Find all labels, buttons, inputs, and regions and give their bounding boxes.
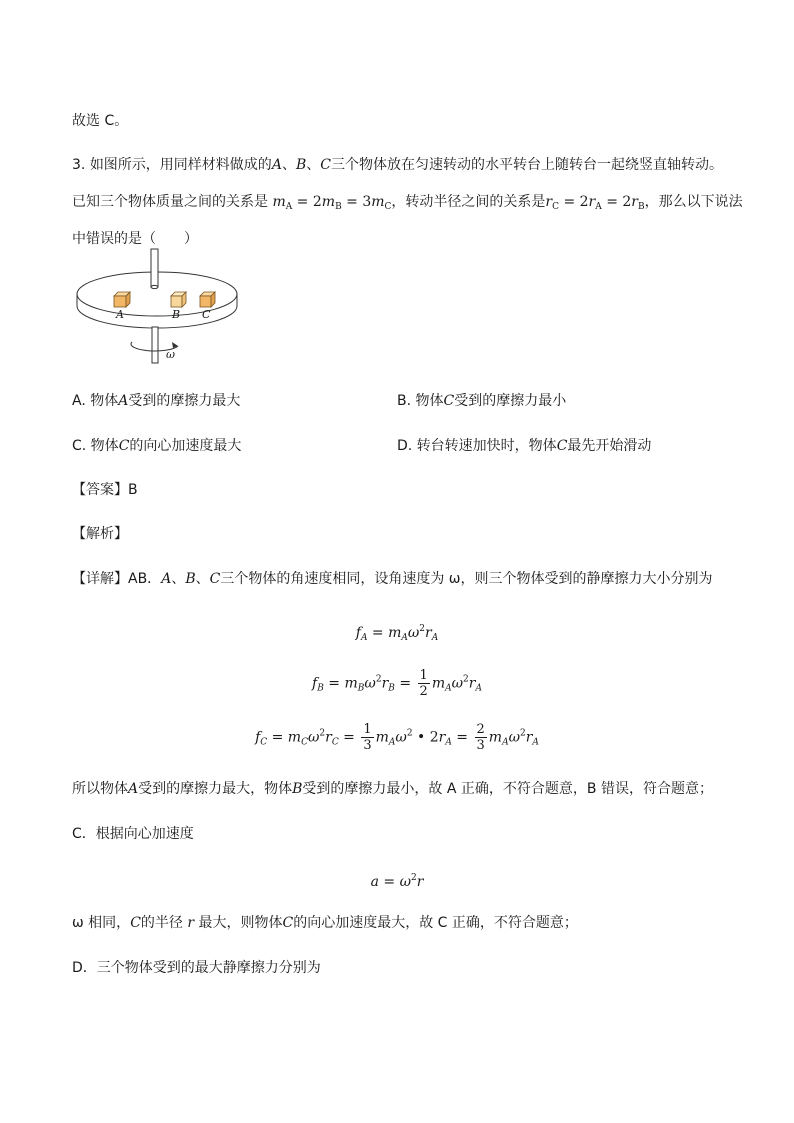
var-c: C — [320, 157, 331, 173]
question-text-1a: 如图所示，用同样材料做成的 — [89, 157, 272, 173]
formula-a: $a = \omega^2r$ — [370, 873, 424, 890]
conclusion-line — [72, 779, 713, 799]
turntable-figure — [74, 246, 244, 371]
figure-label-c: C — [202, 308, 211, 321]
analysis-label: 【解析】 — [72, 526, 128, 542]
c-result-line — [72, 913, 578, 933]
c-result-text-d: 的向心加速度最大，故 C 正确，不符合题意； — [293, 915, 578, 931]
detail-ab-prefix: AB． — [128, 571, 162, 587]
d-intro-text: D．三个物体受到的最大静摩擦力分别为 — [72, 960, 321, 976]
formula-fc: $f_C = m_C\omega^2r_C$ = $\frac{1}{3}$ $m_A\omega^2$ • $2r_A$ = $\frac{2}{3}$ $m_A\omega^2r_A$ — [255, 722, 539, 753]
detail-label: 【详解】 — [72, 571, 128, 587]
option-c-prefix: C. 物体 — [72, 438, 119, 454]
answer-line — [72, 480, 138, 500]
turntable-shaft-lower — [152, 327, 158, 363]
block-c — [200, 292, 215, 307]
c-result-text-a: ω 相同， — [72, 915, 131, 931]
conclusion-var-b: B — [292, 781, 303, 797]
question-text-1b: 三个物体放在匀速转动的水平转台上随转台一起绕竖直轴转动。 — [330, 157, 723, 173]
c-intro-text: C．根据向心加速度 — [72, 826, 194, 842]
c-result-text-b: 的半径 — [140, 915, 183, 931]
question-text-2b: ，转动半径之间的关系是 — [391, 194, 546, 210]
d-intro-line — [72, 958, 321, 978]
question-line-1: 3. 如图所示，用同样材料做成的A、B、C三个物体放在匀速转动的水平转台上随转台一起绕竖直轴转动。 — [72, 157, 723, 173]
figure-label-omega: ω — [166, 348, 175, 361]
option-a — [72, 391, 240, 411]
c-result-var-c2: C — [282, 915, 294, 931]
block-b — [171, 292, 186, 307]
c-result-var-c1: C — [130, 915, 141, 931]
previous-answer-text: 故选 C。 — [72, 113, 129, 129]
option-a-var: A — [118, 393, 129, 409]
option-c-var: C — [118, 438, 130, 454]
option-d — [397, 436, 651, 456]
answer-label: 【答案】 — [72, 482, 128, 498]
question-vars-abc: A — [271, 157, 282, 173]
question-text-3: 中错误的是（ ） — [72, 231, 198, 247]
option-a-suffix: 受到的摩擦力最大 — [128, 393, 241, 409]
detail-var-b: B — [185, 571, 196, 587]
figure-label-b: B — [172, 308, 181, 321]
var-b: B — [295, 157, 307, 173]
turntable-axis — [151, 249, 158, 287]
option-b — [397, 391, 566, 411]
detail-var-a: A — [161, 571, 172, 587]
detail-var-c: C — [209, 571, 221, 587]
formula-fa: $f_A = m_A\omega^2r_A$ — [355, 624, 439, 643]
detail-line-1-text: 三个物体的角速度相同，设角速度为 ω，则三个物体受到的静摩擦力大小分别为 — [220, 571, 713, 587]
analysis-line — [72, 524, 128, 544]
figure-label-a: A — [116, 308, 124, 321]
option-d-var: C — [556, 438, 568, 454]
conclusion-text-a: 所以物体 — [72, 781, 128, 797]
question-number: 3. — [72, 157, 86, 173]
option-b-var: C — [443, 393, 455, 409]
conclusion-text-c: 受到的摩擦力最小，故 A 正确，不符合题意，B 错误，符合题意； — [302, 781, 713, 797]
option-a-prefix: A. 物体 — [72, 393, 119, 409]
question-line-2 — [72, 192, 743, 217]
c-result-var-r: r — [187, 915, 195, 931]
question-text-2a: 已知三个物体质量之间的关系是 — [72, 194, 268, 210]
option-b-prefix: B. 物体 — [397, 393, 444, 409]
option-c — [72, 436, 241, 456]
c-intro-line — [72, 824, 194, 844]
question-text-2c: ，那么以下说法 — [644, 194, 743, 210]
option-d-prefix: D. 转台转速加快时，物体 — [397, 438, 557, 454]
detail-line-1: 【详解】AB．A、B、C三个物体的角速度相同，设角速度为 ω，则三个物体受到的静摩擦力大小分别为 — [72, 571, 713, 587]
conclusion-var-a: A — [128, 781, 139, 797]
radius-relation-formula: $r_C = 2r_A = 2r_B$ — [545, 194, 645, 212]
block-a — [114, 292, 130, 307]
option-c-suffix: 的向心加速度最大 — [129, 438, 242, 454]
previous-answer-line — [72, 111, 128, 131]
formula-fb: $f_B = m_B\omega^2r_B$ = $\frac{1}{2}$ $m_A\omega^2r_A$ — [312, 668, 482, 699]
option-b-suffix: 受到的摩擦力最小 — [454, 393, 567, 409]
conclusion-text-b: 受到的摩擦力最大，物体 — [138, 781, 293, 797]
answer-value: B — [128, 482, 138, 498]
option-d-suffix: 最先开始滑动 — [567, 438, 652, 454]
c-result-text-c: 最大，则物体 — [198, 915, 283, 931]
mass-relation-formula: $m_A = 2m_B = 3m_C$ — [272, 194, 392, 212]
